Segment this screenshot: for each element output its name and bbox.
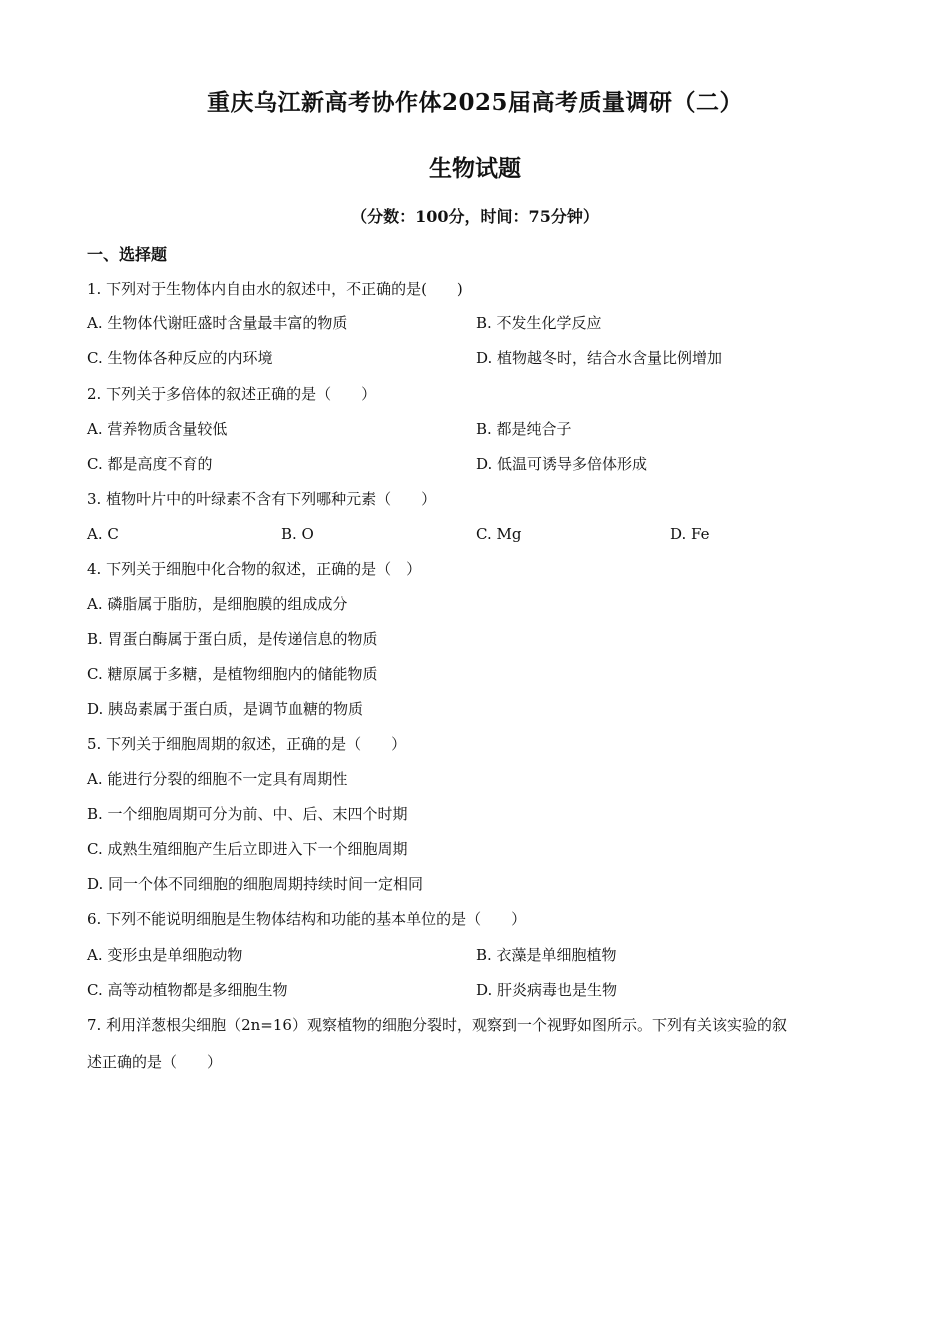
question-1-option-d: D. 植物越冬时，结合水含量比例增加 [476,349,723,367]
question-5-option-b: B. 一个细胞周期可分为前、中、后、末四个时期 [87,805,408,823]
question-2-option-c: C. 都是高度不育的 [87,455,213,473]
question-6-option-b: B. 衣藻是单细胞植物 [476,946,617,964]
question-7-stem-line1: 7. 利用洋葱根尖细胞（2n=16）观察植物的细胞分裂时，观察到一个视野如图所示。下列有关该实验的叙 [87,1016,787,1034]
question-5-option-d: D. 同一个体不同细胞的细胞周期持续时间一定相同 [87,875,424,893]
question-5-option-c: C. 成熟生殖细胞产生后立即进入下一个细胞周期 [87,840,408,858]
section-heading: 一、选择题 [87,245,168,264]
question-1-option-a: A. 生物体代谢旺盛时含量最丰富的物质 [87,314,348,332]
question-6-stem: 6. 下列不能说明细胞是生物体结构和功能的基本单位的是（ ） [87,910,527,928]
question-5-option-a: A. 能进行分裂的细胞不一定具有周期性 [87,770,348,788]
question-6-option-d: D. 肝炎病毒也是生物 [476,981,618,999]
question-7-stem-line2: 述正确的是（ ） [87,1053,223,1071]
question-2-option-d: D. 低温可诱导多倍体形成 [476,455,648,473]
question-5-stem: 5. 下列关于细胞周期的叙述，正确的是（ ） [87,735,407,753]
question-4-option-b: B. 胃蛋白酶属于蛋白质，是传递信息的物质 [87,630,378,648]
question-3-option-c: C. Mg [476,525,522,543]
exam-title: 重庆乌江新高考协作体2025届高考质量调研（二） [206,89,743,116]
question-3-option-a: A. C [87,525,119,543]
question-2-option-b: B. 都是纯合子 [476,420,572,438]
question-3-option-d: D. Fe [670,525,710,543]
question-6-option-c: C. 高等动植物都是多细胞生物 [87,981,288,999]
question-2-stem: 2. 下列关于多倍体的叙述正确的是（ ） [87,385,377,403]
question-4-stem: 4. 下列关于细胞中化合物的叙述，正确的是（ ） [87,560,422,578]
exam-info: （分数：100分，时间：75分钟） [351,207,599,226]
question-6-option-a: A. 变形虫是单细胞动物 [87,946,243,964]
question-1-stem: 1. 下列对于生物体内自由水的叙述中，不正确的是( ) [87,280,463,298]
subject-title: 生物试题 [429,155,521,182]
question-1-option-c: C. 生物体各种反应的内环境 [87,349,273,367]
question-4-option-d: D. 胰岛素属于蛋白质，是调节血糖的物质 [87,700,364,718]
question-4-option-a: A. 磷脂属于脂肪，是细胞膜的组成成分 [87,595,348,613]
question-2-option-a: A. 营养物质含量较低 [87,420,228,438]
question-1-option-b: B. 不发生化学反应 [476,314,602,332]
question-3-option-b: B. O [281,525,314,543]
question-3-stem: 3. 植物叶片中的叶绿素不含有下列哪种元素（ ） [87,490,437,508]
question-4-option-c: C. 糖原属于多糖，是植物细胞内的储能物质 [87,665,378,683]
